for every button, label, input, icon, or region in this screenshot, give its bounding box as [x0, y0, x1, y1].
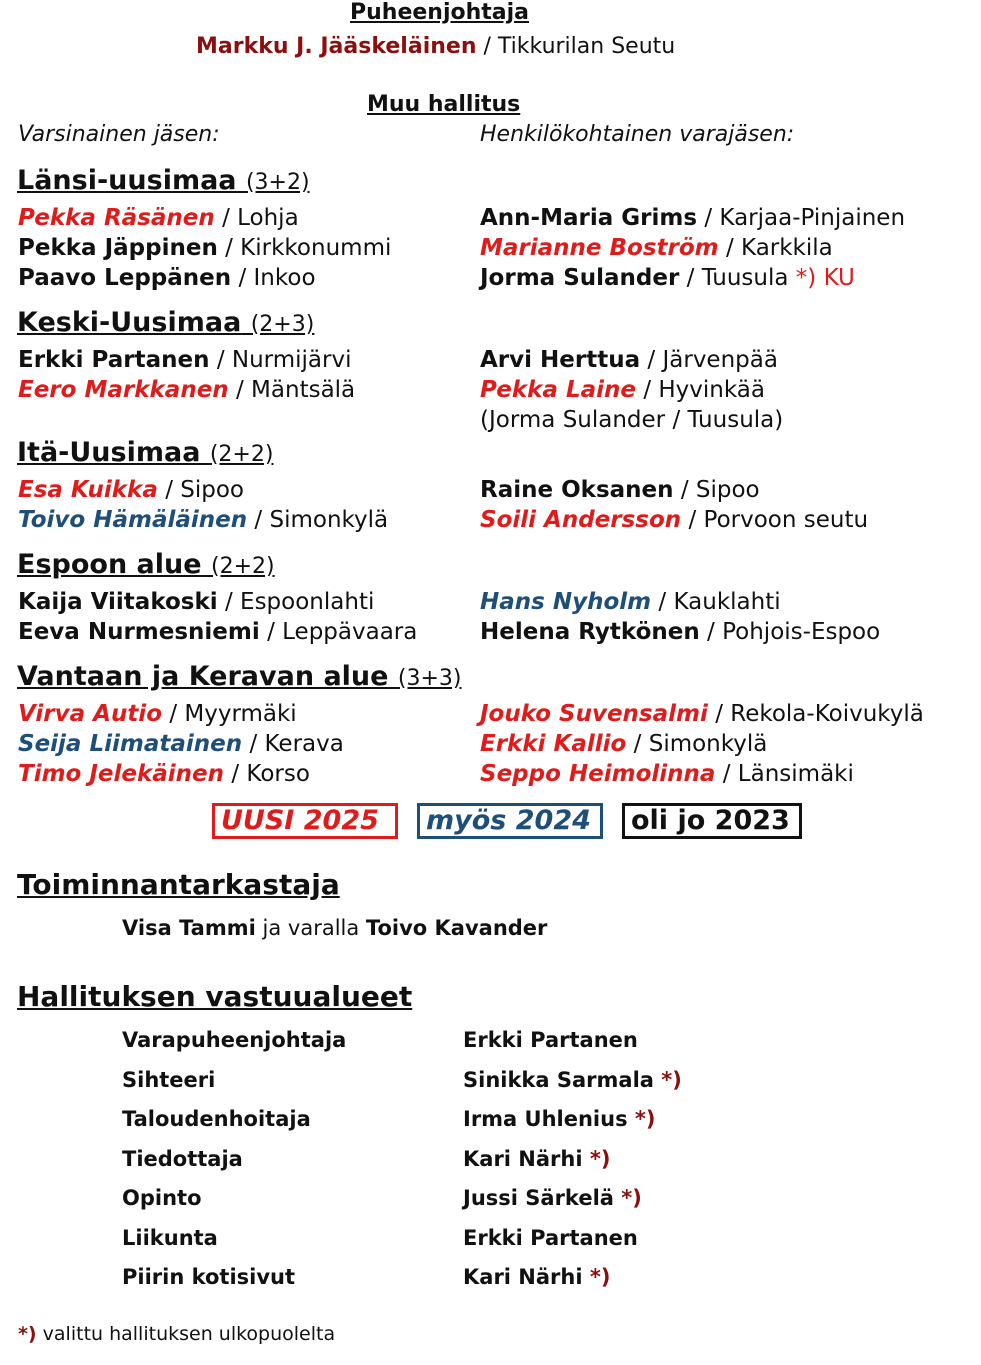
- person-location: / Lohja: [222, 205, 299, 231]
- legend-new-box: [212, 803, 398, 839]
- person-name: Soili Andersson: [480, 507, 682, 533]
- responsibility-role: Piirin kotisivut: [122, 1265, 296, 1289]
- person-name: Seppo Heimolinna: [480, 761, 716, 787]
- person-name: Paavo Leppänen: [18, 265, 232, 291]
- responsibility-person: Jussi Särkelä: [463, 1186, 614, 1210]
- responsibility-mark: *): [589, 1265, 611, 1289]
- person-name: Jorma Sulander: [480, 265, 680, 291]
- responsibility-person-line: [463, 1147, 610, 1171]
- responsibility-person: Sinikka Sarmala: [463, 1067, 654, 1092]
- person-location: / Kerava: [249, 731, 344, 757]
- person-name: Erkki Partanen: [18, 347, 210, 373]
- auditor-joiner: ja varalla: [262, 916, 360, 940]
- responsibility-person-line: [463, 1186, 642, 1210]
- person-name: Eeva Nurmesniemi: [18, 619, 260, 645]
- region-count: (2+2): [210, 554, 275, 579]
- chair-line: [196, 34, 675, 59]
- person-location: / Myyrmäki: [169, 701, 297, 727]
- responsibility-person: Erkki Partanen: [463, 1225, 638, 1250]
- responsibility-person-line: [463, 1068, 682, 1092]
- person-note: *) KU: [795, 265, 855, 291]
- deputy-row: [480, 205, 905, 231]
- person-location: / Nurmijärvi: [216, 347, 352, 373]
- responsibility-mark: *): [634, 1107, 656, 1131]
- person-location: / Rekola-Koivukylä: [715, 701, 924, 727]
- member-row: [18, 507, 388, 533]
- person-location: / Mäntsälä: [236, 377, 356, 403]
- responsibility-person-line: [463, 1265, 610, 1289]
- member-row: [18, 347, 351, 373]
- responsibility-mark: *): [589, 1146, 611, 1171]
- responsibility-person-line: [463, 1107, 655, 1131]
- person-location: / Tuusula: [686, 265, 789, 291]
- person-name: Virva Autio: [18, 701, 162, 727]
- person-name: Timo Jelekäinen: [18, 761, 225, 787]
- deputy-row: [480, 265, 855, 291]
- member-row: [18, 589, 374, 615]
- person-name: Eero Markkanen: [18, 377, 229, 403]
- region-heading: [17, 437, 273, 468]
- member-row: [18, 701, 297, 727]
- region-count: (2+2): [209, 442, 274, 467]
- person-location: / Inkoo: [238, 265, 316, 291]
- deputy-row: [480, 347, 778, 373]
- member-row: [18, 619, 417, 645]
- auditor-deputy: Toivo Kavander: [365, 916, 548, 940]
- footnote: [18, 1323, 335, 1345]
- deputy-row: [480, 731, 767, 757]
- person-location: / Karjaa-Pinjainen: [704, 205, 906, 231]
- responsibility-role: Sihteeri: [122, 1067, 216, 1092]
- person-location: / Pohjois-Espoo: [707, 619, 881, 645]
- responsibility-person: Kari Närhi: [463, 1146, 583, 1171]
- chair-location: / Tikkurilan Seutu: [483, 34, 676, 59]
- deputy-row: [480, 477, 760, 503]
- deputy-row: [480, 701, 924, 727]
- deputy-row: [480, 377, 765, 403]
- region-name: Länsi-uusimaa: [17, 165, 237, 196]
- responsibility-mark: *): [661, 1067, 682, 1092]
- member-row: [18, 761, 310, 787]
- person-location: / Porvoon seutu: [688, 507, 869, 533]
- region-count: (3+3): [397, 666, 462, 691]
- legend-also-box: [417, 803, 603, 839]
- responsibility-person-line: [463, 1226, 638, 1250]
- person-name: Helena Rytkönen: [480, 619, 700, 645]
- responsibility-role: Taloudenhoitaja: [122, 1107, 311, 1131]
- responsibility-role: Varapuheenjohtaja: [122, 1028, 347, 1052]
- legend-also: myös 2024: [426, 805, 591, 836]
- responsibility-person: Kari Närhi: [463, 1265, 583, 1289]
- person-location: / Simonkylä: [254, 507, 389, 533]
- person-location: / Kauklahti: [658, 589, 781, 615]
- auditor-line: [122, 916, 547, 940]
- deputy-row: [480, 407, 783, 433]
- person-location: (Jorma Sulander / Tuusula): [480, 407, 784, 433]
- person-name: Pekka Räsänen: [18, 205, 215, 231]
- region-count: (2+3): [250, 312, 315, 337]
- region-heading: [17, 165, 310, 196]
- chair-name: Markku J. Jääskeläinen: [196, 34, 477, 59]
- region-count: (3+2): [245, 170, 310, 195]
- person-location: / Leppävaara: [267, 619, 418, 645]
- person-name: Marianne Boström: [480, 235, 719, 261]
- person-name: Pekka Jäppinen: [18, 235, 218, 261]
- person-name: Seija Liimatainen: [18, 731, 243, 757]
- footnote-mark: *): [18, 1323, 37, 1345]
- region-heading: [17, 661, 461, 692]
- deputy-row: [480, 589, 781, 615]
- person-name: Pekka Laine: [480, 377, 636, 403]
- person-name: Raine Oksanen: [480, 477, 674, 503]
- member-row: [18, 377, 355, 403]
- deputy-row: [480, 507, 868, 533]
- person-location: / Sipoo: [680, 477, 760, 503]
- person-location: / Korso: [231, 761, 310, 787]
- responsibility-role: Tiedottaja: [122, 1146, 243, 1171]
- board-heading: Muu hallitus: [367, 92, 521, 117]
- person-name: Hans Nyholm: [480, 589, 652, 615]
- legend-already-box: [622, 803, 802, 839]
- auditor-name: Visa Tammi: [122, 916, 256, 940]
- person-name: Kaija Viitakoski: [18, 589, 218, 615]
- auditor-heading: Toiminnantarkastaja: [17, 868, 340, 901]
- responsibility-person: Erkki Partanen: [463, 1028, 638, 1052]
- responsibility-mark: *): [621, 1186, 642, 1210]
- member-row: [18, 235, 391, 261]
- member-row: [18, 265, 316, 291]
- person-location: / Järvenpää: [647, 347, 778, 373]
- region-heading: [17, 307, 314, 338]
- region-name: Keski-Uusimaa: [17, 307, 242, 338]
- person-name: Arvi Herttua: [480, 347, 641, 373]
- person-location: / Simonkylä: [633, 731, 768, 757]
- person-name: Toivo Hämäläinen: [18, 507, 248, 533]
- chair-heading: Puheenjohtaja: [350, 0, 530, 25]
- member-row: [18, 731, 344, 757]
- deputy-row: [480, 761, 854, 787]
- person-location: / Karkkila: [725, 235, 833, 261]
- responsibility-person-line: [463, 1028, 638, 1052]
- person-location: / Kirkkonummi: [225, 235, 392, 261]
- person-location: / Hyvinkää: [643, 377, 765, 403]
- person-name: Ann-Maria Grims: [480, 205, 698, 231]
- person-name: Jouko Suvensalmi: [480, 701, 708, 727]
- region-name: Vantaan ja Keravan alue: [17, 661, 389, 692]
- member-row: [18, 205, 299, 231]
- person-name: Esa Kuikka: [18, 477, 158, 503]
- person-location: / Länsimäki: [722, 761, 854, 787]
- responsibility-person: Irma Uhlenius: [463, 1107, 628, 1131]
- member-row: [18, 477, 244, 503]
- col-deputy-label: Henkilökohtainen varajäsen:: [480, 122, 795, 147]
- person-location: / Sipoo: [165, 477, 244, 503]
- legend-already: oli jo 2023: [631, 805, 790, 836]
- person-name: Erkki Kallio: [480, 731, 627, 757]
- deputy-row: [480, 235, 833, 261]
- col-regular-label: Varsinainen jäsen:: [18, 122, 220, 147]
- region-name: Itä-Uusimaa: [17, 437, 201, 468]
- region-heading: [17, 549, 275, 580]
- legend-new: UUSI 2025: [221, 805, 379, 836]
- person-location: / Espoonlahti: [224, 589, 375, 615]
- responsibility-role: Liikunta: [122, 1225, 218, 1250]
- responsibilities-heading: Hallituksen vastuualueet: [17, 980, 413, 1013]
- deputy-row: [480, 619, 880, 645]
- footnote-text: valittu hallituksen ulkopuolelta: [42, 1323, 336, 1345]
- responsibility-role: Opinto: [122, 1186, 202, 1210]
- region-name: Espoon alue: [17, 549, 202, 580]
